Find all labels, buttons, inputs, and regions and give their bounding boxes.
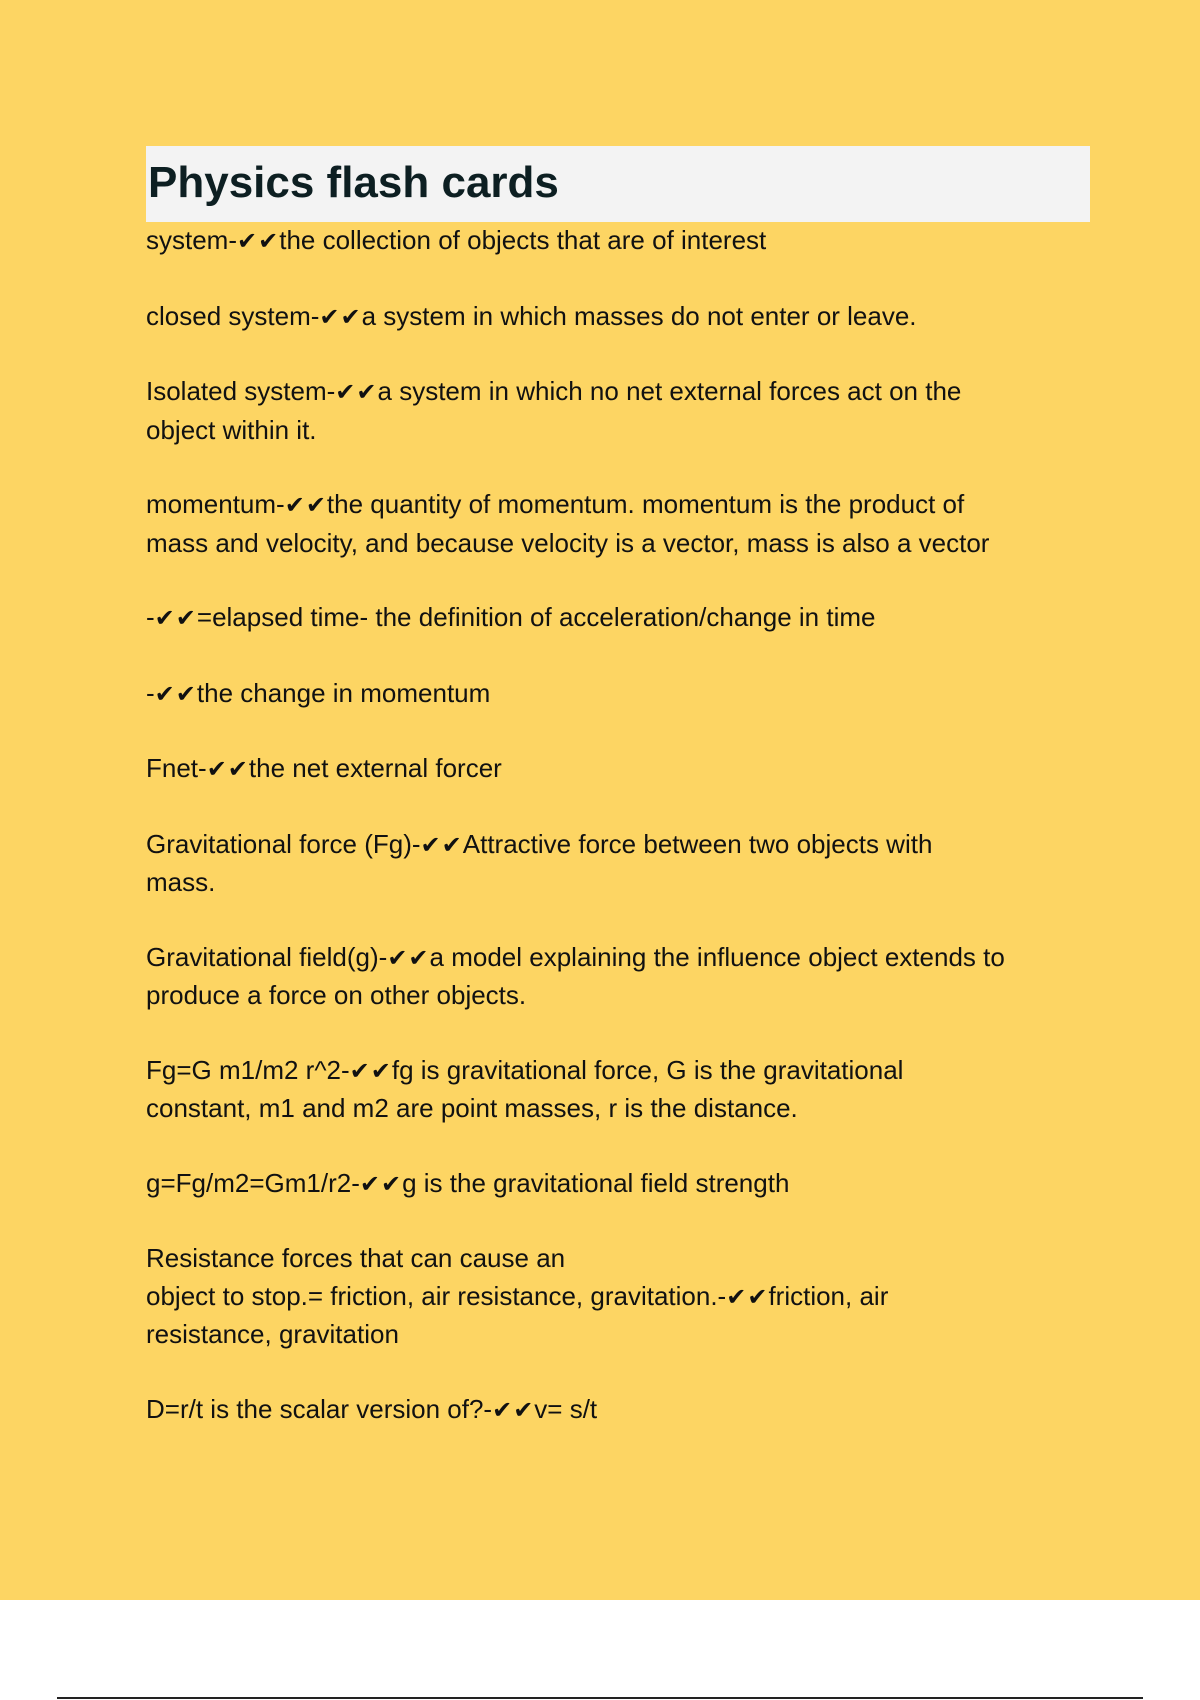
card-term: Fnet- [146, 753, 207, 783]
flash-card [146, 298, 1096, 337]
card-answer: v= s/t [534, 1393, 598, 1424]
card-answer: Attractive force between two objects with [462, 828, 933, 859]
card-answer: the change in momentum [196, 677, 491, 708]
flash-card [146, 373, 1096, 449]
flash-card-list [146, 222, 1096, 1466]
card-term-line: Resistance forces that can cause an [146, 1243, 566, 1273]
card-answer: friction, air [768, 1280, 889, 1311]
card-term: system- [146, 225, 237, 255]
card-answer: a system in which no net external forces act on the [377, 376, 962, 406]
flash-card [146, 1052, 1096, 1128]
flash-card [146, 599, 1096, 638]
card-term: Gravitational force (Fg)- [146, 828, 421, 859]
double-check-icon: ✔✔ [726, 1282, 769, 1311]
card-answer-continued: mass. [146, 867, 216, 897]
flash-card [146, 1391, 1096, 1430]
double-check-icon: ✔✔ [284, 491, 327, 519]
flash-card [146, 826, 1096, 902]
title-banner [146, 146, 1090, 222]
flash-card [146, 939, 1096, 1015]
card-answer: the quantity of momentum. momentum is the product of [326, 489, 965, 519]
double-check-icon: ✔✔ [206, 755, 249, 783]
flash-card [146, 1165, 1096, 1204]
card-line [146, 939, 1096, 978]
card-term: - [146, 677, 155, 708]
card-line [146, 826, 1096, 865]
card-answer: a model explaining the influence object extends to [429, 941, 1005, 972]
card-answer-continued: produce a force on other objects. [146, 980, 527, 1010]
card-term: closed system- [146, 300, 320, 331]
double-check-icon: ✔✔ [349, 1056, 392, 1085]
card-term: Gravitational field(g)- [146, 941, 388, 972]
card-line [146, 1052, 1096, 1091]
double-check-icon: ✔✔ [420, 830, 463, 859]
double-check-icon: ✔✔ [335, 378, 378, 406]
card-answer-continued: mass and velocity, and because velocity is a vector, mass is also a vector [146, 527, 990, 558]
double-check-icon: ✔✔ [154, 679, 197, 708]
card-term: - [146, 602, 155, 632]
card-answer: =elapsed time- the definition of acceleration/change in time [196, 602, 876, 632]
flash-card [146, 1240, 1096, 1354]
double-check-icon: ✔✔ [387, 943, 430, 972]
card-answer: g is the gravitational field strength [402, 1167, 790, 1198]
card-line [146, 486, 1096, 525]
card-answer-continued: constant, m1 and m2 are point masses, r is the distance. [146, 1093, 798, 1123]
page-divider [57, 1697, 1143, 1699]
card-term: g=Fg/m2=Gm1/r2- [146, 1167, 360, 1198]
card-term: momentum- [146, 489, 285, 519]
flash-card [146, 750, 1096, 789]
flash-card [146, 486, 1096, 562]
double-check-icon: ✔✔ [154, 604, 197, 632]
card-answer-continued: resistance, gravitation [146, 1319, 399, 1349]
double-check-icon: ✔✔ [237, 227, 280, 255]
double-check-icon: ✔✔ [359, 1169, 403, 1198]
card-answer: the collection of objects that are of interest [279, 225, 767, 255]
flash-card [146, 222, 1096, 261]
card-line [146, 1278, 1096, 1317]
card-term: Fg=G m1/m2 r^2- [146, 1054, 350, 1085]
card-term: object to stop.= friction, air resistance, gravitation.- [146, 1280, 727, 1311]
flash-card [146, 675, 1096, 714]
card-term: Isolated system- [146, 376, 336, 406]
double-check-icon: ✔✔ [492, 1395, 535, 1424]
card-answer: the net external forcer [248, 753, 502, 783]
card-answer: a system in which masses do not enter or leave. [361, 300, 917, 331]
double-check-icon: ✔✔ [319, 302, 362, 331]
card-term: D=r/t is the scalar version of?- [146, 1393, 493, 1424]
card-line [146, 373, 1096, 412]
card-answer-continued: object within it. [146, 414, 317, 445]
card-answer: fg is gravitational force, G is the gravitational [391, 1054, 904, 1085]
document-title: Physics flash cards [148, 158, 559, 207]
